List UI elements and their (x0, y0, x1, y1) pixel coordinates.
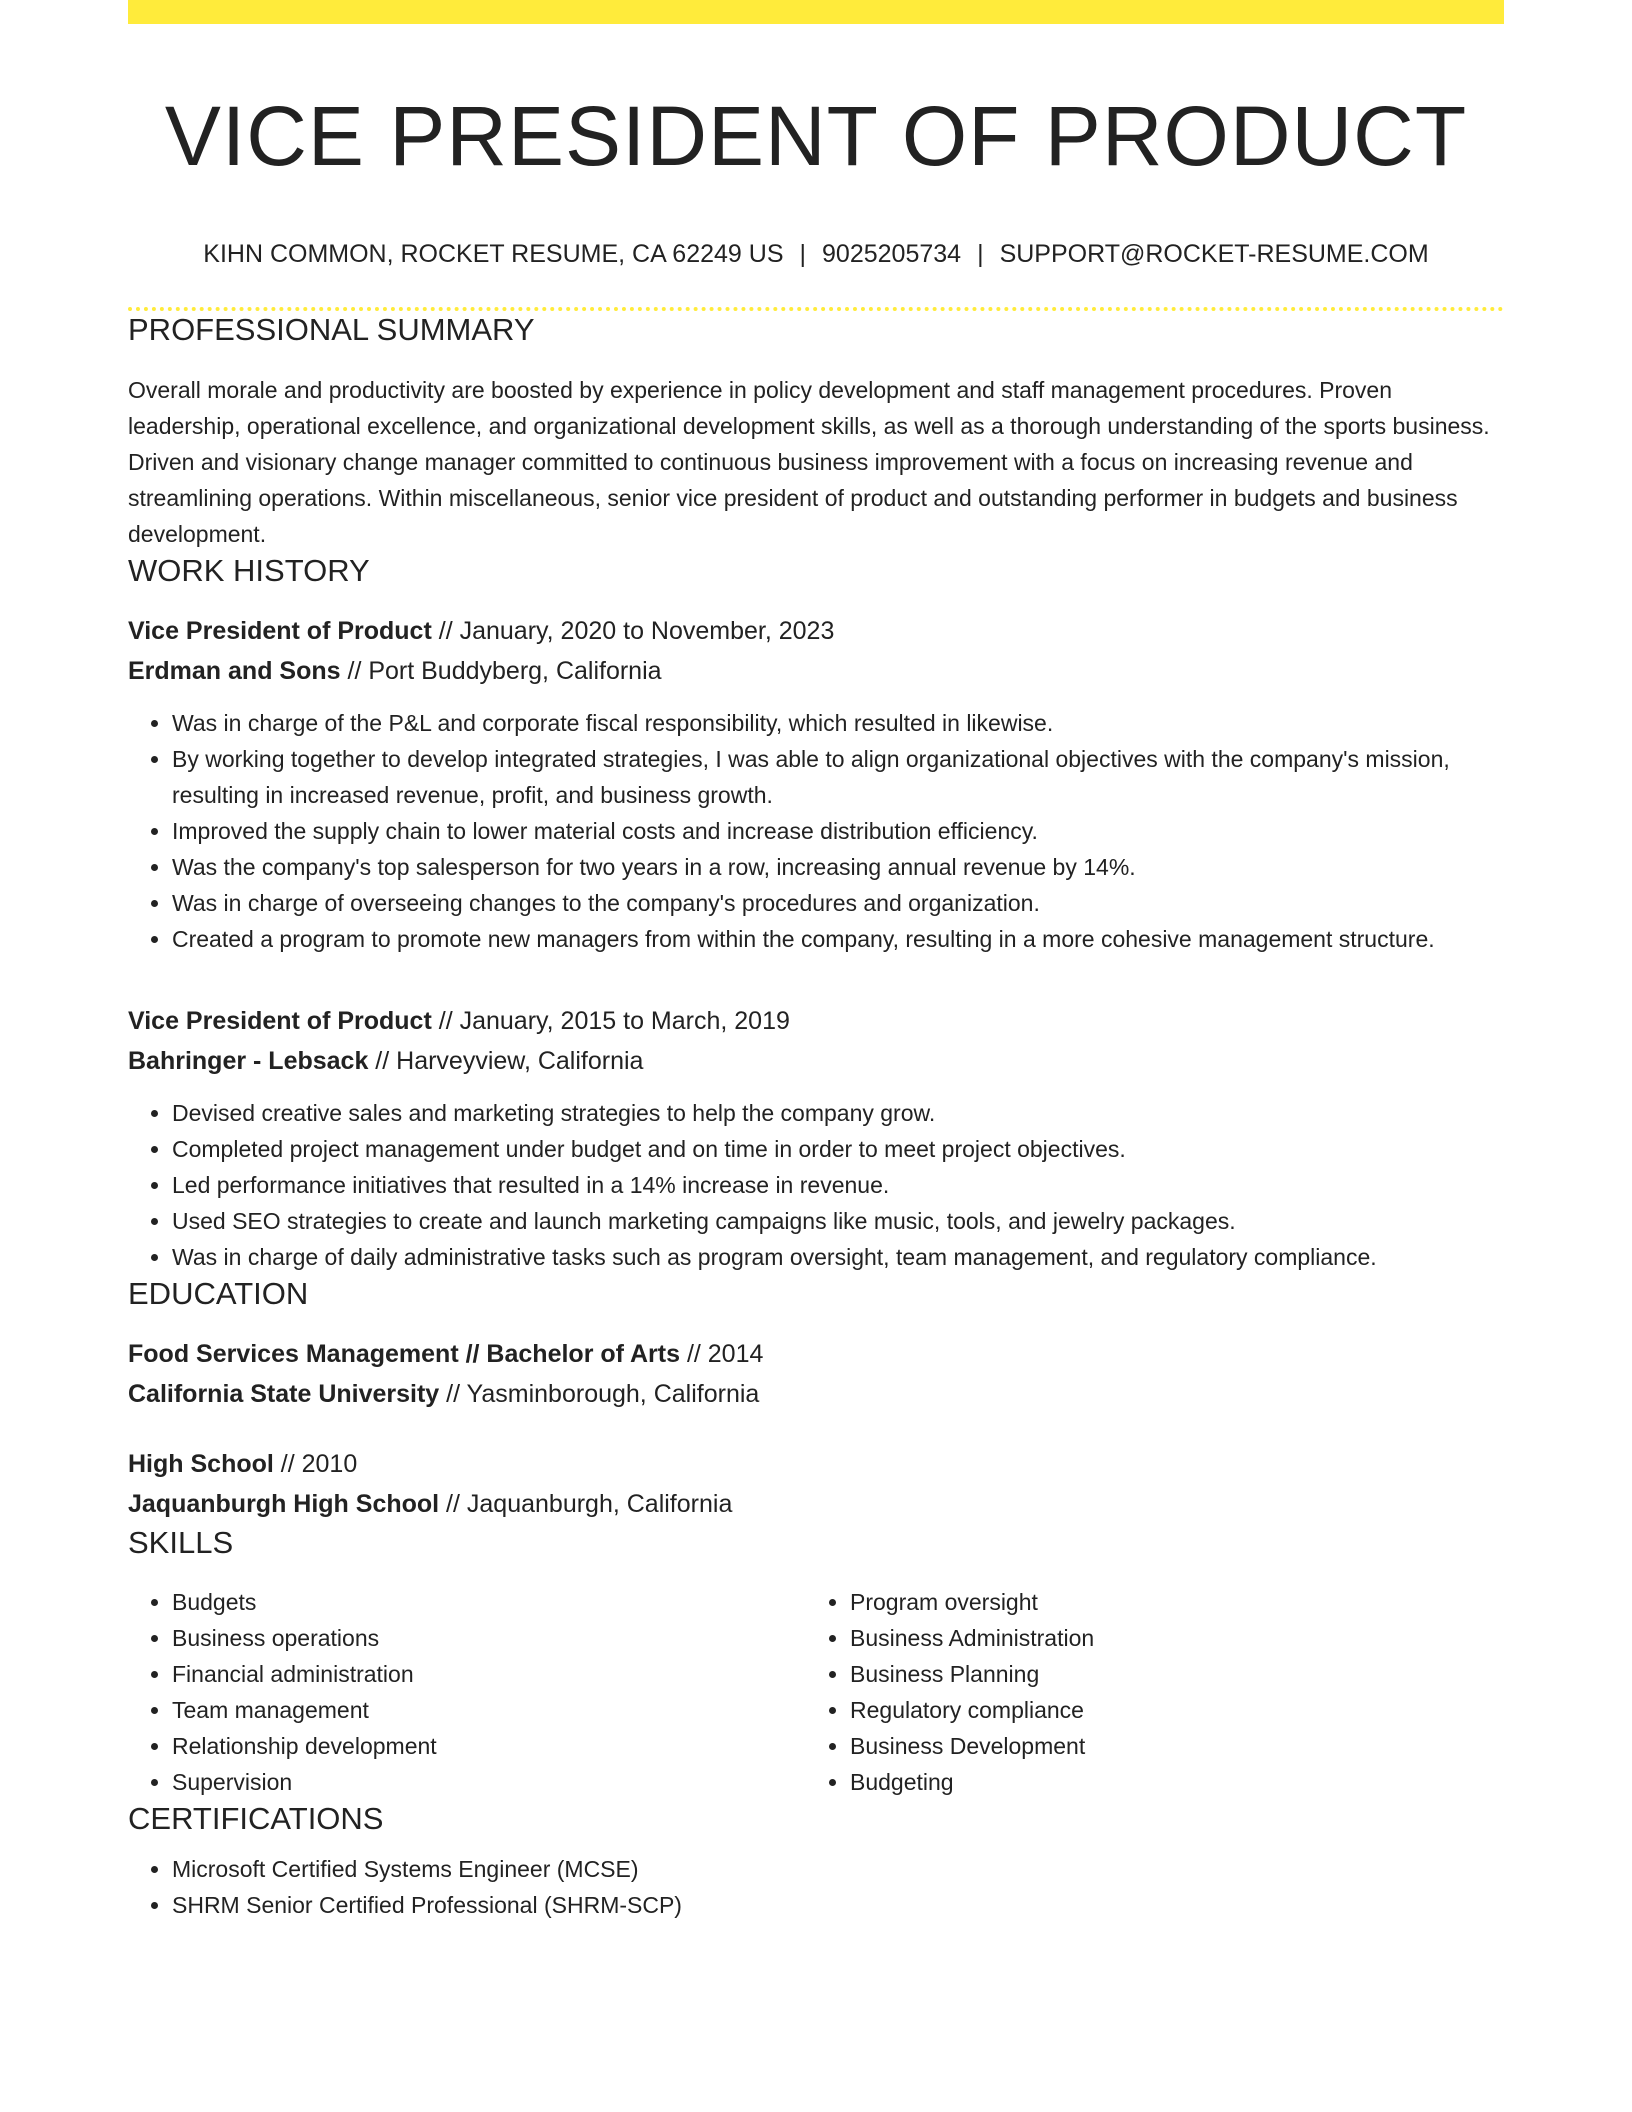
job-bullet: • Was in charge of overseeing changes to the company's procedures and organization. (172, 885, 1504, 921)
skill-item: • Business operations (172, 1620, 806, 1656)
education-school-line (128, 1374, 1504, 1414)
job-bullet: • Was in charge of daily administrative tasks such as program oversight, team management, and regulatory compliance. (172, 1239, 1504, 1275)
job-bullets (128, 1095, 1504, 1275)
skill-item: • Business Development (850, 1728, 1484, 1764)
job-bullets (128, 705, 1504, 957)
accent-bar (128, 0, 1504, 24)
resume-name: VICE PRESIDENT OF PRODUCT (164, 89, 1468, 183)
work-history-heading: WORK HISTORY (128, 552, 370, 588)
job-title: Vice President of Product (128, 617, 432, 646)
skill-item: • Supervision (172, 1764, 806, 1800)
contact-email: SUPPORT@ROCKET-RESUME.COM (999, 239, 1429, 268)
summary-heading: PROFESSIONAL SUMMARY (128, 311, 535, 347)
contact-line (128, 239, 1504, 269)
education-year: // 2010 (273, 1450, 358, 1479)
skill-item: • Business Planning (850, 1656, 1484, 1692)
skills-columns (128, 1584, 1504, 1800)
job-company: Bahringer - Lebsack (128, 1047, 369, 1076)
job-dates: // January, 2020 to November, 2023 (431, 617, 835, 646)
education-location: // Jaquanburgh, California (439, 1490, 733, 1519)
certification-item: • Microsoft Certified Systems Engineer (MCSE) (172, 1851, 1504, 1887)
education-degree-line (128, 1334, 1504, 1374)
job-bullet: • Completed project management under budget and on time in order to meet project objectives. (172, 1131, 1504, 1167)
education-degree-line (128, 1444, 1504, 1484)
job-bullet: • Devised creative sales and marketing strategies to help the company grow. (172, 1095, 1504, 1131)
job-title: Vice President of Product (128, 1007, 432, 1036)
education-entry (128, 1334, 1504, 1414)
skill-item: • Financial administration (172, 1656, 806, 1692)
job-company: Erdman and Sons (128, 657, 341, 686)
skills-left-list (128, 1584, 806, 1800)
job-dates: // January, 2015 to March, 2019 (431, 1007, 790, 1036)
job-location: // Port Buddyberg, California (340, 657, 662, 686)
job-bullet: • Created a program to promote new managers from within the company, resulting in a more cohesive management structure. (172, 921, 1504, 957)
job-bullet: • Improved the supply chain to lower material costs and increase distribution efficiency. (172, 813, 1504, 849)
resume-page (128, 0, 1504, 1923)
job-company-line (128, 651, 1504, 691)
job-entry (128, 1001, 1504, 1275)
certifications-heading: CERTIFICATIONS (128, 1800, 384, 1836)
education-entry (128, 1444, 1504, 1524)
job-entry (128, 611, 1504, 957)
skill-item: • Team management (172, 1692, 806, 1728)
job-bullet: • Was in charge of the P&L and corporate fiscal responsibility, which resulted in likewise. (172, 705, 1504, 741)
skill-item: • Regulatory compliance (850, 1692, 1484, 1728)
skill-item: • Budgets (172, 1584, 806, 1620)
skill-item: • Relationship development (172, 1728, 806, 1764)
certifications-list (128, 1851, 1504, 1923)
education-location: // Yasminborough, California (439, 1380, 760, 1409)
education-school: Jaquanburgh High School (128, 1490, 440, 1519)
job-location: // Harveyview, California (368, 1047, 644, 1076)
job-title-line (128, 611, 1504, 651)
job-bullet: • Led performance initiatives that resulted in a 14% increase in revenue. (172, 1167, 1504, 1203)
contact-phone: 9025205734 (822, 239, 962, 268)
education-degree: High School (128, 1450, 274, 1479)
skills-heading: SKILLS (128, 1525, 234, 1561)
contact-separator: | (799, 239, 807, 268)
job-company-line (128, 1041, 1504, 1081)
skill-item: • Business Administration (850, 1620, 1484, 1656)
contact-separator: | (977, 239, 984, 268)
skill-item: • Budgeting (850, 1764, 1484, 1800)
education-school-line (128, 1484, 1504, 1524)
education-year: // 2014 (680, 1340, 764, 1369)
skills-right-list (806, 1584, 1484, 1800)
job-title-line (128, 1001, 1504, 1041)
skill-item: • Program oversight (850, 1584, 1484, 1620)
certification-item: • SHRM Senior Certified Professional (SHRM-SCP) (172, 1887, 1504, 1923)
job-bullet: • By working together to develop integrated strategies, I was able to align organizational objectives with the company's mission, resulting in increased revenue, profit, and business growth. (172, 741, 1504, 813)
job-bullet: • Used SEO strategies to create and launch marketing campaigns like music, tools, and jewelry packages. (172, 1203, 1504, 1239)
summary-text: Overall morale and productivity are boosted by experience in policy development and staff management procedures. Proven leadership, operational excellence, and organizational development skills, as well as a thorough understanding of the sports business. Driven and visionary change manager committed to continuous business improvement with a focus on increasing revenue and streamlining operations. Within miscellaneous, senior vice president of product and outstanding performer in budgets and business development. (128, 376, 1490, 547)
education-degree: Food Services Management // Bachelor of Arts (128, 1340, 680, 1369)
contact-address: KIHN COMMON, ROCKET RESUME, CA 62249 US (203, 239, 784, 268)
education-heading: EDUCATION (128, 1276, 309, 1312)
job-bullet: • Was the company's top salesperson for two years in a row, increasing annual revenue by 14%. (172, 849, 1504, 885)
education-school: California State University (128, 1380, 440, 1409)
